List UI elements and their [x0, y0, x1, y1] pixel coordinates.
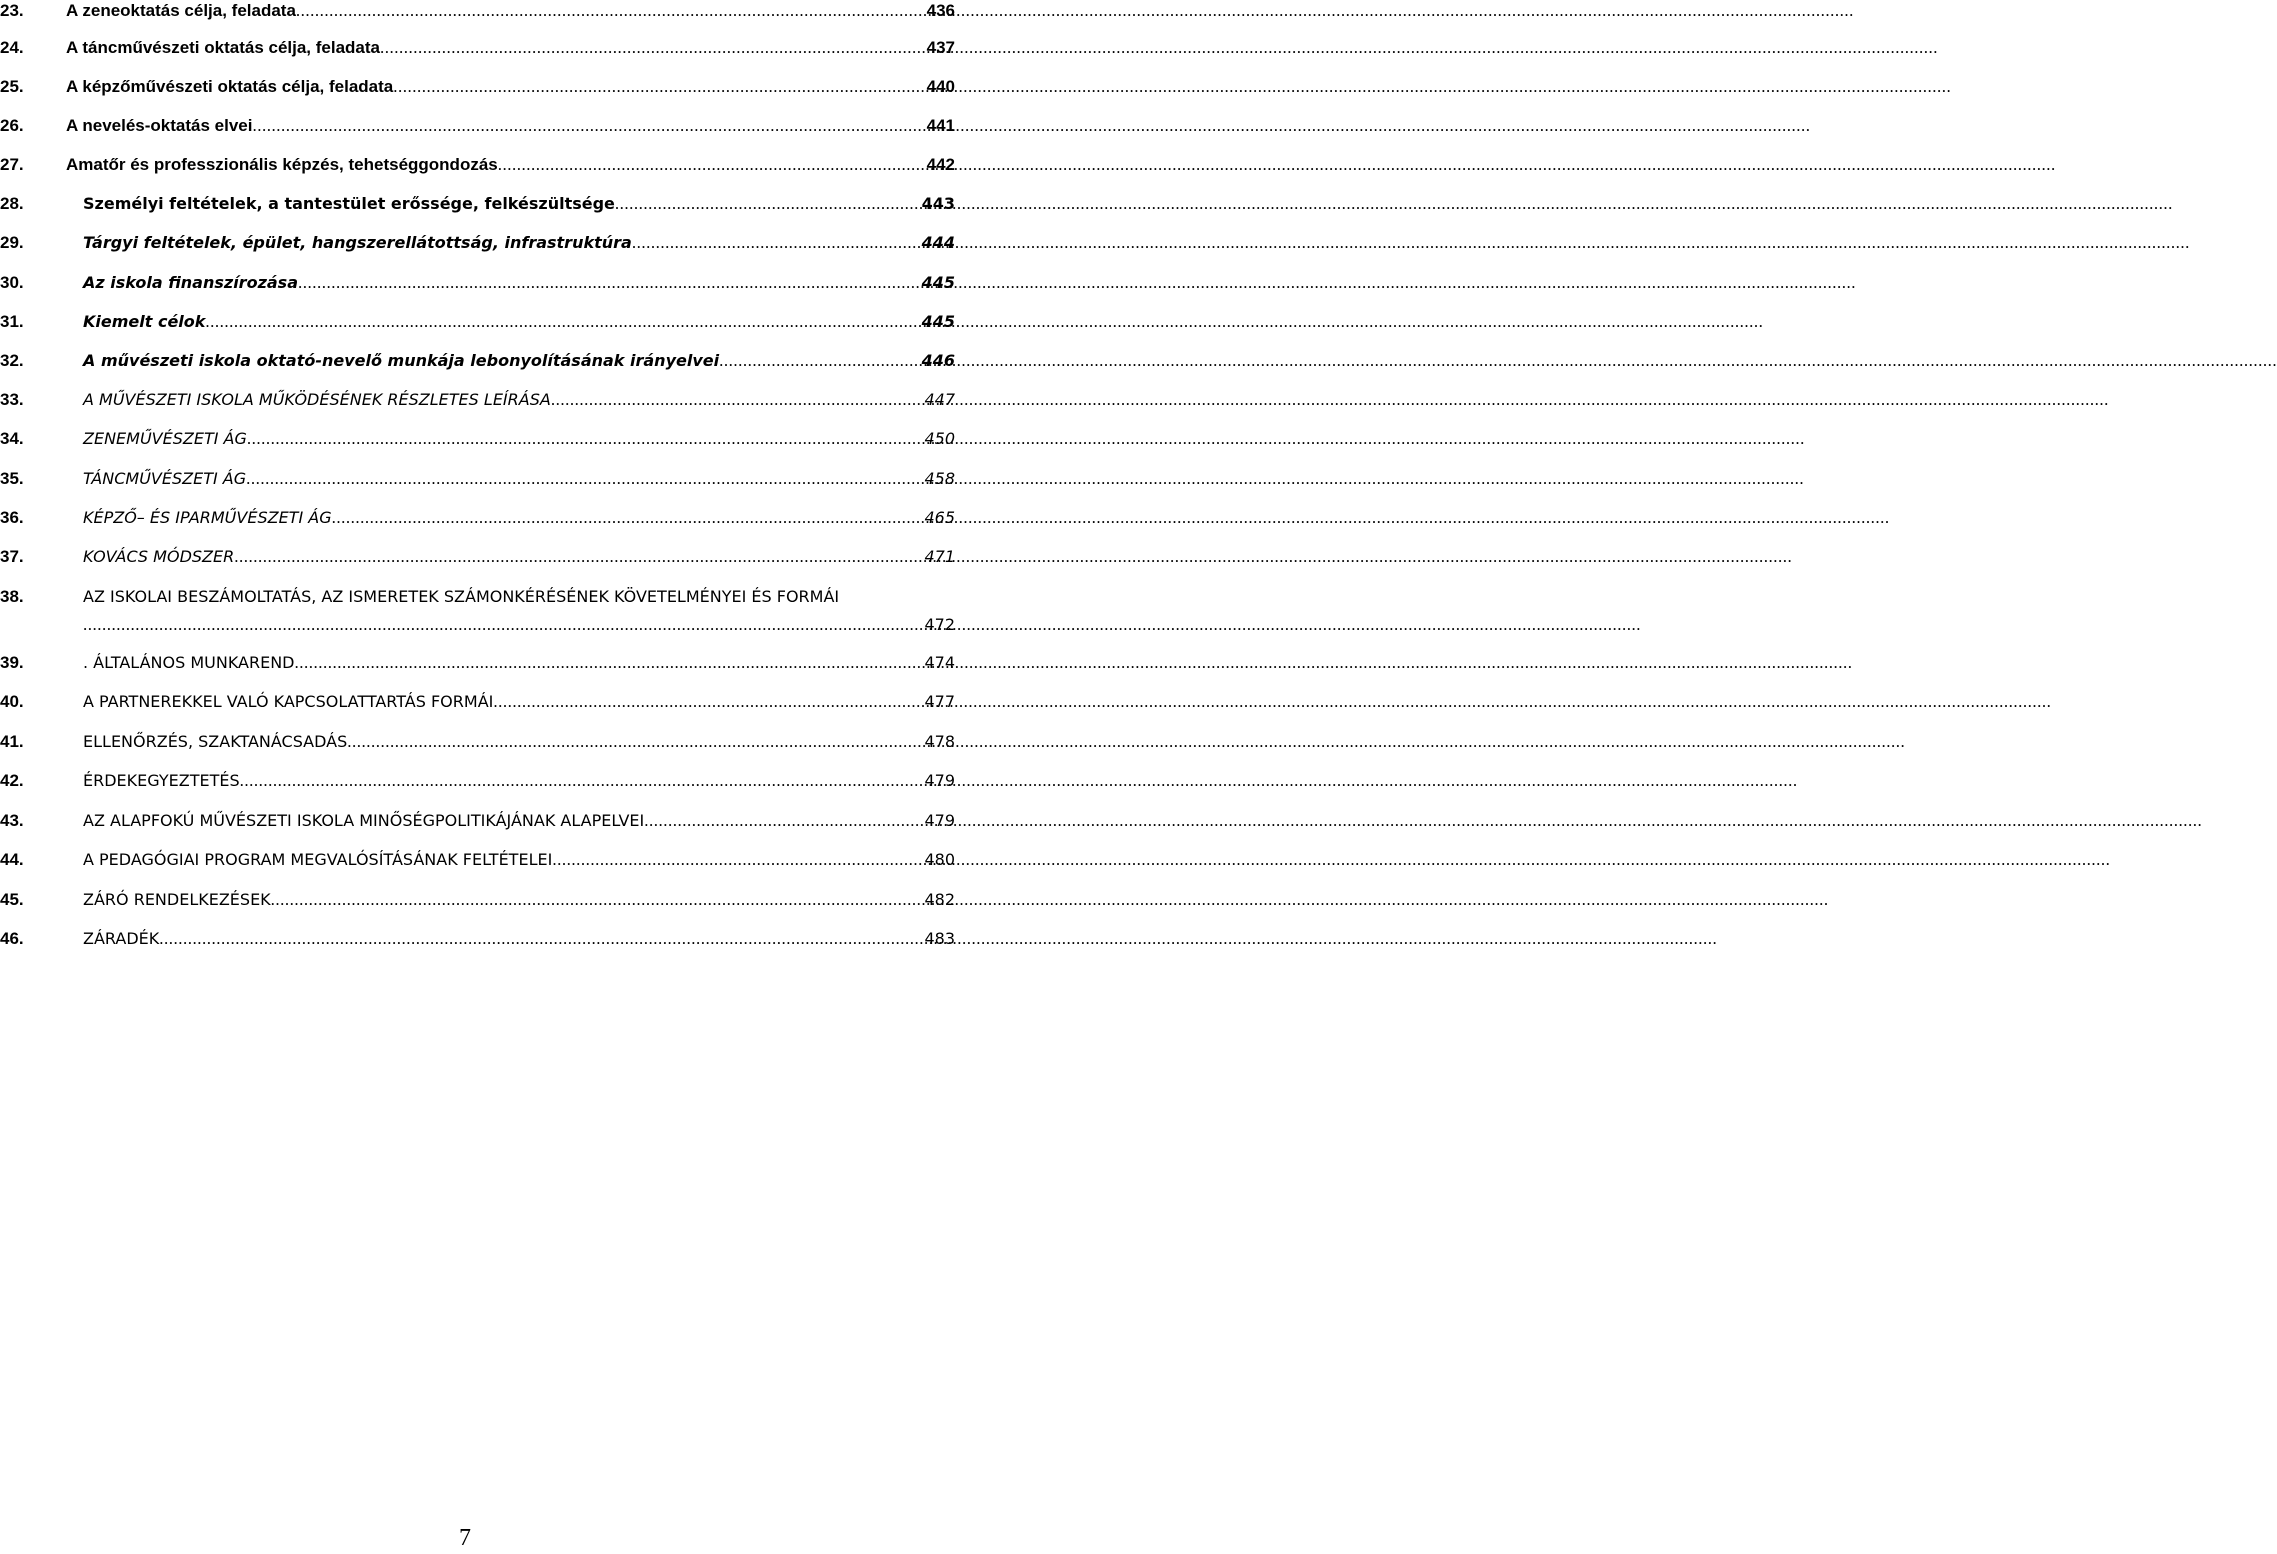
- toc-leader-dots: [615, 193, 918, 215]
- toc-entry-number: 34.: [0, 429, 24, 448]
- toc-leader-dots: [247, 428, 921, 450]
- page-number: 7: [459, 1525, 471, 1551]
- toc-leader-dots: [347, 731, 920, 753]
- toc-entry-title: ZÁRÓ RENDELKEZÉSEK: [83, 890, 271, 909]
- toc-entry-page: 443: [921, 194, 955, 213]
- toc-entry[interactable]: [0, 546, 955, 568]
- toc-entry-title: A nevelés-oktatás elvei: [66, 116, 253, 135]
- toc-leader-dots: [380, 37, 923, 59]
- toc-entry-page: 483: [924, 929, 955, 948]
- toc-entry-title: A PEDAGÓGIAI PROGRAM MEGVALÓSÍTÁSÁNAK FELTÉTELEI: [83, 850, 553, 869]
- toc-entry-title: ELLENŐRZÉS, SZAKTANÁCSADÁS: [83, 732, 348, 751]
- toc-entry-number: 29.: [0, 233, 24, 252]
- toc-leader-dots: [159, 928, 920, 950]
- toc-leader-dots: [246, 468, 920, 490]
- toc-entry-number: 32.: [0, 351, 24, 370]
- toc-entry-title: ZENEMŰVÉSZETI ÁG: [83, 429, 247, 448]
- toc-entry-page: 472: [924, 615, 955, 634]
- toc-leader-dots: [240, 770, 921, 792]
- toc-entry-number: 45.: [0, 890, 24, 909]
- toc-entry-title: AZ ISKOLAI BESZÁMOLTATÁS, AZ ISMERETEK SZÁMONKÉRÉSÉNEK KÖVETELMÉNYEI ÉS FORMÁI: [83, 587, 840, 606]
- toc-leader-dots: [719, 350, 917, 372]
- toc-entry[interactable]: [0, 849, 955, 871]
- toc-entry-page: 442: [926, 155, 955, 174]
- toc-entry-title: Kiemelt célok: [83, 312, 206, 331]
- toc-entry-page: 465: [924, 508, 955, 527]
- toc-entry[interactable]: [0, 770, 955, 792]
- toc-entry[interactable]: [0, 154, 955, 176]
- toc-entry-number: 36.: [0, 508, 24, 527]
- toc-leader-dots: [393, 76, 922, 98]
- toc-entry-title: TÁNCMŰVÉSZETI ÁG: [83, 469, 247, 488]
- toc-entry-title: A MŰVÉSZETI ISKOLA MŰKÖDÉSÉNEK RÉSZLETES LEÍRÁSA: [83, 390, 551, 409]
- toc-entry[interactable]: [0, 810, 955, 832]
- toc-entry-number: 44.: [0, 850, 24, 869]
- toc-entry[interactable]: [0, 586, 955, 636]
- toc-leader-dots: [332, 507, 921, 529]
- toc-entry-number: 35.: [0, 469, 24, 488]
- toc-leader-dots: [498, 154, 923, 176]
- toc-leader-dots: [252, 115, 922, 137]
- toc-entry-number: 23.: [0, 1, 24, 20]
- toc-entry-number: 38.: [0, 587, 24, 606]
- toc-entry-title: A PARTNEREKKEL VALÓ KAPCSOLATTARTÁS FORMÁI: [83, 692, 494, 711]
- toc-entry-title: KOVÁCS MÓDSZER: [83, 547, 235, 566]
- toc-entry-number: 37.: [0, 547, 24, 566]
- toc-entry[interactable]: [0, 507, 955, 529]
- toc-entry-page: 437: [926, 38, 955, 57]
- toc-entry-page: 482: [924, 890, 955, 909]
- toc-entry-page: 445: [921, 312, 955, 331]
- toc-entry[interactable]: [0, 428, 955, 450]
- toc-leader-dots: [271, 889, 921, 911]
- toc-entry-title: Amatőr és professzionális képzés, tehetséggondozás: [66, 155, 498, 174]
- toc-entry-title: A táncművészeti oktatás célja, feladata: [66, 38, 381, 57]
- toc-entry-number: 27.: [0, 155, 24, 174]
- toc-entry[interactable]: [0, 115, 955, 137]
- toc-entry-title: A képzőművészeti oktatás célja, feladata: [66, 77, 394, 96]
- toc-entry[interactable]: [0, 468, 955, 490]
- toc-entry-page: 477: [924, 692, 955, 711]
- toc-entry[interactable]: [0, 193, 955, 215]
- toc-entry[interactable]: [0, 272, 955, 294]
- toc-entry-page: 446: [921, 351, 955, 370]
- toc-entry-page: 471: [924, 547, 955, 566]
- toc-entry-number: 33.: [0, 390, 24, 409]
- toc-entry[interactable]: [0, 652, 955, 674]
- toc-leader-dots: [296, 0, 923, 22]
- toc-entry-page: 444: [921, 233, 955, 252]
- toc-entry-number: 28.: [0, 194, 24, 213]
- toc-entry-page: 445: [921, 273, 955, 292]
- toc-entry-number: 42.: [0, 771, 24, 790]
- toc-entry[interactable]: [0, 731, 955, 753]
- toc-entry-title: ZÁRADÉK: [83, 929, 160, 948]
- toc-entry[interactable]: [0, 0, 955, 22]
- toc-entry-title: KÉPZŐ– ÉS IPARMŰVÉSZETI ÁG: [83, 508, 332, 527]
- toc-entry[interactable]: [0, 232, 955, 254]
- toc-leader-dots: [644, 810, 920, 832]
- toc-entry-page: 436: [926, 1, 955, 20]
- toc-leader-dots: [205, 311, 917, 333]
- toc-entry-title: Az iskola finanszírozása: [83, 273, 298, 292]
- toc-entry-title: . ÁLTALÁNOS MUNKAREND: [83, 653, 295, 672]
- toc-entry[interactable]: [0, 311, 955, 333]
- toc-entry-number: 31.: [0, 312, 24, 331]
- toc-entry[interactable]: [0, 691, 955, 713]
- toc-entry-title: Személyi feltételek, a tantestület erőssége, felkészültsége: [83, 194, 615, 213]
- toc-entry-page: 447: [924, 390, 955, 409]
- toc-entry[interactable]: [0, 37, 955, 59]
- toc-entry-number: 39.: [0, 653, 24, 672]
- toc-entry-number: 40.: [0, 692, 24, 711]
- toc-entry-page: 440: [926, 77, 955, 96]
- toc-entry-page: 458: [924, 469, 955, 488]
- toc-entry-page: 479: [924, 811, 955, 830]
- toc-entry-page: 441: [926, 116, 955, 135]
- toc-entry-page: 480: [924, 850, 955, 869]
- toc-leader-dots: [493, 691, 920, 713]
- toc-entry-title: AZ ALAPFOKÚ MŰVÉSZETI ISKOLA MINŐSÉGPOLITIKÁJÁNAK ALAPELVEI: [83, 811, 645, 830]
- toc-entry-title: ÉRDEKEGYEZTETÉS: [83, 771, 240, 790]
- toc-entry-page: 450: [924, 429, 955, 448]
- toc-entry-title: A művészeti iskola oktató-nevelő munkája lebonyolításának irányelvei: [83, 351, 720, 370]
- toc-entry[interactable]: [0, 389, 955, 411]
- toc-entry[interactable]: [0, 889, 955, 911]
- toc-entry-number: 43.: [0, 811, 24, 830]
- toc-entry-page: 474: [924, 653, 955, 672]
- toc-entry[interactable]: [0, 76, 955, 98]
- toc-entry-number: 30.: [0, 273, 24, 292]
- toc-leader-dots: [632, 232, 918, 254]
- toc-entry-title: A zeneoktatás célja, feladata: [66, 1, 296, 20]
- toc-leader-dots: [234, 546, 920, 568]
- toc-entry-number: 41.: [0, 732, 24, 751]
- toc-entry-page: 478: [924, 732, 955, 751]
- toc-entry-number: 25.: [0, 77, 24, 96]
- toc-leader-dots: [552, 849, 920, 871]
- toc-entry-page: 479: [924, 771, 955, 790]
- toc-entry-number: 24.: [0, 38, 24, 57]
- toc-entry-title: Tárgyi feltételek, épület, hangszerellátottság, infrastruktúra: [83, 233, 632, 252]
- toc-leader-dots: [551, 389, 921, 411]
- toc-leader-dots: [83, 614, 920, 636]
- toc-entry[interactable]: [0, 928, 955, 950]
- toc-leader-dots: [298, 272, 918, 294]
- toc-entry-number: 46.: [0, 929, 24, 948]
- toc-entry-number: 26.: [0, 116, 24, 135]
- toc-entry[interactable]: [0, 350, 955, 372]
- toc-leader-dots: [295, 652, 921, 674]
